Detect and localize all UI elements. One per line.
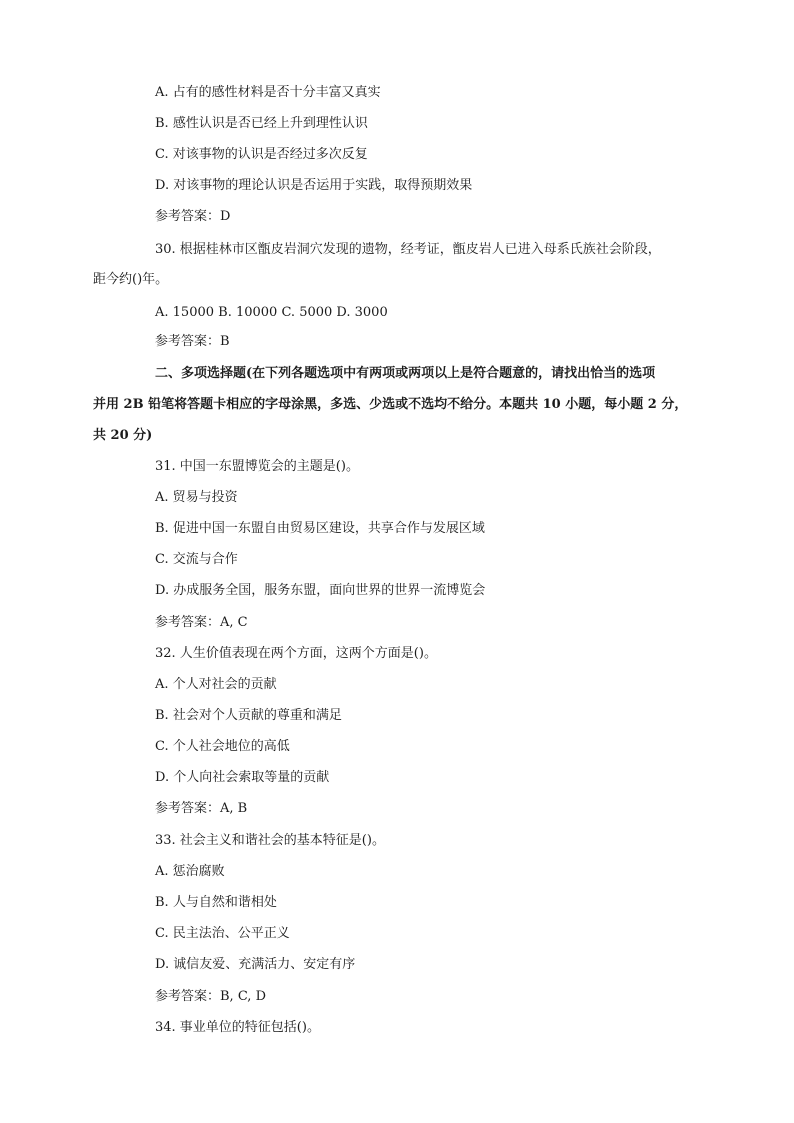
q29-option-a: A. 占有的感性材料是否十分丰富又真实 [155,85,381,100]
q32-option-a: A. 个人对社会的贡献 [155,677,277,692]
q33-answer: 参考答案：B, C, D [155,989,266,1004]
q29-option-c: C. 对该事物的认识是否经过多次反复 [155,147,368,162]
q33-stem: 33. 社会主义和谐社会的基本特征是()。 [155,833,385,848]
q32-option-c: C. 个人社会地位的高低 [155,739,290,754]
q31-option-a: A. 贸易与投资 [155,490,238,505]
q31-option-d: D. 办成服务全国，服务东盟，面向世界的世界一流博览会 [155,583,486,598]
q32-option-d: D. 个人向社会索取等量的贡献 [155,770,330,785]
q32-option-b: B. 社会对个人贡献的尊重和满足 [155,708,342,723]
q32-stem: 32. 人生价值表现在两个方面，这两个方面是()。 [155,646,437,661]
q31-option-c: C. 交流与合作 [155,552,238,567]
q32-answer: 参考答案：A, B [155,801,248,816]
q31-answer: 参考答案：A, C [155,615,248,630]
q29-option-d: D. 对该事物的理论认识是否运用于实践，取得预期效果 [155,178,473,193]
q33-option-c: C. 民主法治、公平正义 [155,926,290,941]
q33-option-d: D. 诚信友爱、充满活力、安定有序 [155,957,356,972]
q31-option-b: B. 促进中国一东盟自由贸易区建设，共享合作与发展区域 [155,521,485,536]
q30-answer: 参考答案：B [155,334,230,349]
section-heading-line2: 并用 2B 铅笔将答题卡相应的字母涂黑，多选、少选或不选均不给分。本题共 10 小题，每小题 2 分， [93,397,688,412]
q29-option-b: B. 感性认识是否已经上升到理性认识 [155,116,368,131]
q30-stem-line2: 距今约()年。 [93,272,169,287]
q29-answer: 参考答案：D [155,209,231,224]
q31-stem: 31. 中国一东盟博览会的主题是()。 [155,459,359,474]
q33-option-a: A. 惩治腐败 [155,864,225,879]
q30-options: A. 15000 B. 10000 C. 5000 D. 3000 [155,305,388,320]
q30-stem-line1: 30. 根据桂林市区甑皮岩洞穴发现的遗物，经考证，甑皮岩人已进入母系氏族社会阶段， [155,242,661,257]
q34-stem: 34. 事业单位的特征包括()。 [155,1020,320,1035]
section-heading-line1: 二、多项选择题(在下列各题选项中有两项或两项以上是符合题意的，请找出恰当的选项 [155,366,656,381]
q33-option-b: B. 人与自然和谐相处 [155,895,277,910]
section-heading-line3: 共 20 分) [93,428,153,443]
